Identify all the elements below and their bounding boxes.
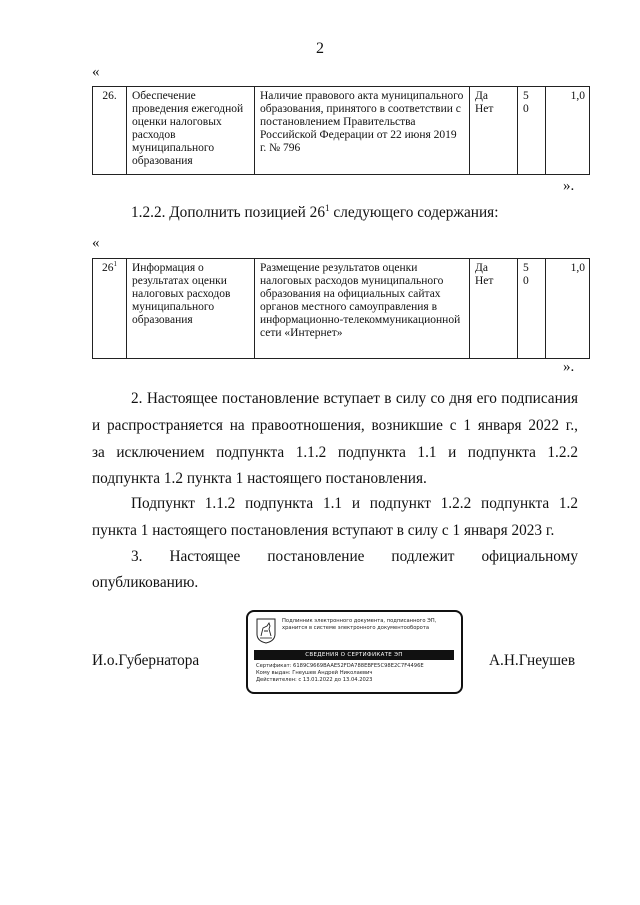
criteria-table-2 [92, 258, 590, 359]
weight-cell: 1,0 [546, 259, 590, 359]
stamp-header [282, 618, 452, 632]
indicator-criterion: Наличие правового акта муниципального образования, принятого в соответствии с постановлением Правительства Российской Федерации от 22 июня 2019 г. № 796 [255, 87, 470, 175]
stamp-line: Подлинник электронного документа, подписанного ЭП, [282, 618, 437, 624]
paragraph-line: 3. Настоящее постановление подлежит официальному [131, 548, 578, 565]
certificate-validity: Действителен: с 13.01.2022 до 13.04.2023 [256, 677, 373, 683]
certificate-id: Сертификат: 6189C9669BAAE52FDA788EBFE5C98E2C7F4496E [256, 663, 424, 669]
row-number [93, 259, 127, 359]
table-row [93, 87, 590, 175]
paragraph-line: Подпункт 1.1.2 подпункта 1.1 и подпункт 1.2.2 подпункта 1.2 [131, 495, 578, 512]
points-no: 0 [523, 103, 529, 115]
indicator-criterion: Размещение результатов оценки налоговых расходов муниципального образования на официальных сайтах органов местного самоуправления в информационно-телекоммуникационной сети «Интернет» [255, 259, 470, 359]
table-row [93, 259, 590, 359]
points-cell [518, 87, 546, 175]
yes-label: Да [475, 262, 488, 274]
section-heading [131, 200, 498, 226]
section-text-after: следующего содержания: [329, 204, 499, 221]
yes-no-cell [470, 87, 518, 175]
signatory-position: И.о.Губернатора [92, 652, 200, 669]
close-quote: ». [563, 359, 575, 375]
paragraph-line: и распространяется на правоотношения, возникшие с 1 января 2022 г., [92, 417, 578, 434]
paragraph-line: пункта 1 настоящего постановления вступают в силу с 1 января 2023 г. [92, 522, 555, 539]
yes-no-cell [470, 259, 518, 359]
no-label: Нет [475, 275, 494, 287]
paragraph-line: 2. Настоящее постановление вступает в силу со дня его подписания [131, 390, 578, 407]
stamp-line: хранится в системе электронного документооборота [282, 625, 430, 631]
criteria-table-1 [92, 86, 590, 175]
points-no: 0 [523, 275, 529, 287]
paragraph-line: опубликованию. [92, 574, 199, 591]
paragraph-line: за исключением подпункта 1.1.2 подпункта 1.1 и подпункта 1.2.2 [92, 444, 578, 461]
row-number-sup: 1 [113, 261, 117, 269]
yes-label: Да [475, 90, 488, 102]
signatory-name: А.Н.Гнеушев [489, 652, 576, 669]
indicator-name: Обеспечение проведения ежегодной оценки налоговых расходов муниципального образования [127, 87, 255, 175]
open-quote: « [92, 64, 100, 80]
stamp-info [256, 663, 456, 684]
section-text-before: 1.2.2. Дополнить позицией 26 [131, 204, 325, 221]
page-number: 2 [316, 40, 324, 57]
close-quote: ». [563, 178, 575, 194]
certificate-owner: Кому выдан: Гнеушев Андрей Николаевич [256, 670, 373, 676]
points-yes: 5 [523, 262, 529, 274]
coat-of-arms-icon [256, 618, 276, 644]
points-cell [518, 259, 546, 359]
stamp-title-bar: СВЕДЕНИЯ О СЕРТИФИКАТЕ ЭП [254, 650, 454, 660]
open-quote: « [92, 235, 100, 251]
row-number-main: 26 [102, 262, 114, 274]
electronic-signature-stamp [246, 610, 463, 694]
points-yes: 5 [523, 90, 529, 102]
no-label: Нет [475, 103, 494, 115]
paragraph-line: подпункта 1.2 пункта 1 настоящего постановления. [92, 470, 427, 487]
section-sup: 1 [324, 202, 330, 213]
indicator-name: Информация о результатах оценки налоговых расходов муниципального образования [127, 259, 255, 359]
weight-cell: 1,0 [546, 87, 590, 175]
row-number: 26. [93, 87, 127, 175]
